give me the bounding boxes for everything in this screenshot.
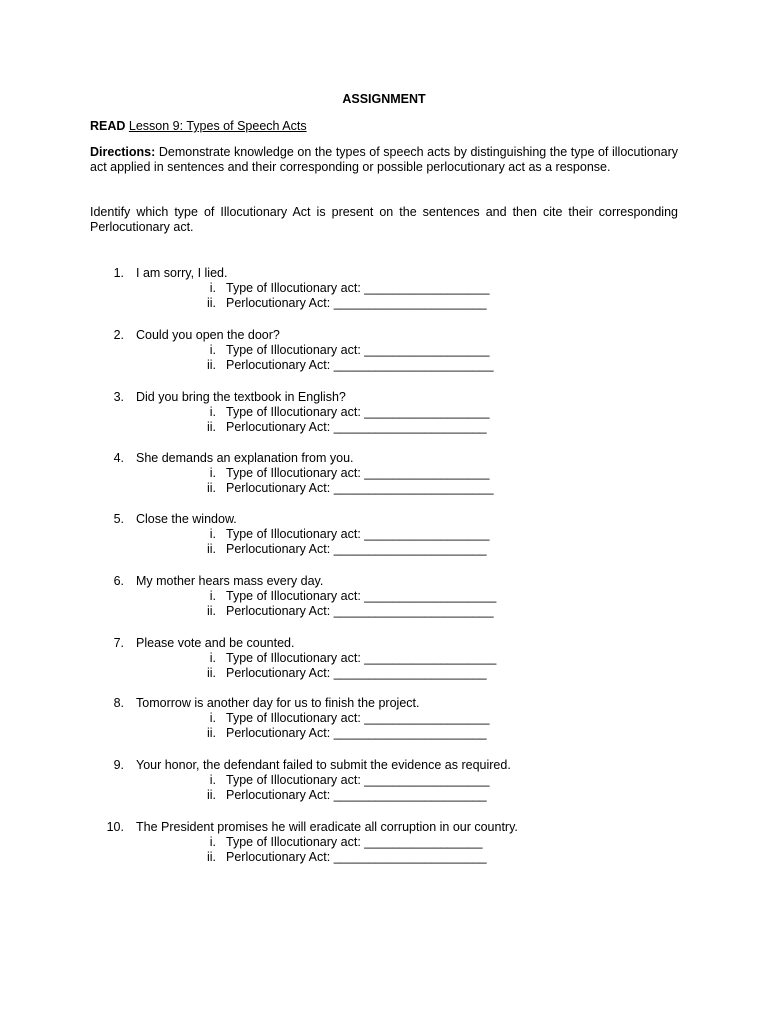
sub-item-number: i. (209, 773, 216, 787)
illocutionary-blank: Type of Illocutionary act: _________________ (226, 835, 483, 849)
question-item (0, 574, 768, 620)
illocutionary-blank: Type of Illocutionary act: __________________ (226, 343, 490, 357)
question-number: 10. (106, 820, 124, 834)
perlocutionary-blank: Perlocutionary Act: _______________________ (226, 358, 494, 372)
question-item (0, 636, 768, 682)
sub-item-number: ii. (206, 481, 216, 495)
illocutionary-line (0, 711, 768, 726)
sub-item-number: i. (209, 466, 216, 480)
question-number: 8. (113, 696, 124, 710)
sub-item-number: i. (209, 527, 216, 541)
question-text: Please vote and be counted. (136, 636, 295, 650)
question-number: 2. (113, 328, 124, 342)
illocutionary-line (0, 466, 768, 481)
directions-text: Demonstrate knowledge on the types of speech acts by distinguishing the type of illocutionary act applied in sentences and their corresponding or possible perlocutionary act as a response. (90, 145, 678, 174)
question-number: 3. (113, 390, 124, 404)
read-label: READ (90, 119, 126, 133)
illocutionary-line (0, 773, 768, 788)
lesson-reference: Lesson 9: Types of Speech Acts (128, 119, 307, 133)
illocutionary-line (0, 651, 768, 666)
illocutionary-line (0, 405, 768, 420)
perlocutionary-line (0, 358, 768, 373)
perlocutionary-line (0, 542, 768, 557)
illocutionary-blank: Type of Illocutionary act: __________________ (226, 773, 490, 787)
perlocutionary-line (0, 420, 768, 435)
illocutionary-line (0, 527, 768, 542)
question-item (0, 696, 768, 742)
perlocutionary-blank: Perlocutionary Act: _______________________ (226, 481, 494, 495)
question-number: 7. (113, 636, 124, 650)
illocutionary-line (0, 281, 768, 296)
question-number: 4. (113, 451, 124, 465)
question-text: My mother hears mass every day. (136, 574, 324, 588)
sub-item-number: i. (209, 835, 216, 849)
question-text: The President promises he will eradicate all corruption in our country. (136, 820, 518, 834)
sub-item-number: ii. (206, 542, 216, 556)
perlocutionary-line (0, 604, 768, 619)
perlocutionary-line (0, 666, 768, 681)
question-item (0, 758, 768, 804)
read-instruction (90, 119, 307, 133)
illocutionary-line (0, 589, 768, 604)
perlocutionary-line (0, 296, 768, 311)
sub-item-number: i. (209, 405, 216, 419)
perlocutionary-blank: Perlocutionary Act: ______________________ (226, 666, 487, 680)
perlocutionary-line (0, 850, 768, 865)
perlocutionary-blank: Perlocutionary Act: ______________________ (226, 420, 487, 434)
illocutionary-line (0, 343, 768, 358)
sub-item-number: ii. (206, 296, 216, 310)
directions-paragraph (90, 145, 678, 175)
perlocutionary-line (0, 726, 768, 741)
illocutionary-blank: Type of Illocutionary act: __________________ (226, 527, 490, 541)
sub-item-number: ii. (206, 358, 216, 372)
perlocutionary-blank: Perlocutionary Act: ______________________ (226, 850, 487, 864)
illocutionary-blank: Type of Illocutionary act: __________________ (226, 466, 490, 480)
question-number: 6. (113, 574, 124, 588)
question-text: Close the window. (136, 512, 237, 526)
sub-item-number: i. (209, 343, 216, 357)
identify-paragraph: Identify which type of Illocutionary Act is present on the sentences and then cite their corresponding Perlocutionary act. (90, 205, 678, 234)
illocutionary-blank: Type of Illocutionary act: __________________ (226, 711, 490, 725)
question-item (0, 451, 768, 497)
sub-item-number: ii. (206, 420, 216, 434)
question-text: Your honor, the defendant failed to submit the evidence as required. (136, 758, 511, 772)
sub-item-number: ii. (206, 788, 216, 802)
sub-item-number: ii. (206, 726, 216, 740)
question-item (0, 266, 768, 312)
sub-item-number: i. (209, 651, 216, 665)
question-item (0, 512, 768, 558)
perlocutionary-line (0, 788, 768, 803)
sub-item-number: ii. (206, 666, 216, 680)
question-item (0, 390, 768, 436)
sub-item-number: i. (209, 711, 216, 725)
question-text: Could you open the door? (136, 328, 280, 342)
illocutionary-blank: Type of Illocutionary act: __________________ (226, 281, 490, 295)
page-title: ASSIGNMENT (342, 92, 426, 106)
question-item (0, 328, 768, 374)
illocutionary-blank: Type of Illocutionary act: ___________________ (226, 651, 497, 665)
question-number: 5. (113, 512, 124, 526)
sub-item-number: i. (209, 589, 216, 603)
directions-label: Directions: (90, 145, 156, 159)
perlocutionary-blank: Perlocutionary Act: ______________________ (226, 542, 487, 556)
illocutionary-blank: Type of Illocutionary act: ___________________ (226, 589, 497, 603)
perlocutionary-blank: Perlocutionary Act: ______________________ (226, 788, 487, 802)
question-text: I am sorry, I lied. (136, 266, 228, 280)
sub-item-number: ii. (206, 850, 216, 864)
sub-item-number: i. (209, 281, 216, 295)
perlocutionary-blank: Perlocutionary Act: ______________________ (226, 296, 487, 310)
question-text: Tomorrow is another day for us to finish the project. (136, 696, 420, 710)
question-text: Did you bring the textbook in English? (136, 390, 346, 404)
question-text: She demands an explanation from you. (136, 451, 354, 465)
perlocutionary-blank: Perlocutionary Act: _______________________ (226, 604, 494, 618)
sub-item-number: ii. (206, 604, 216, 618)
question-number: 1. (113, 266, 124, 280)
illocutionary-blank: Type of Illocutionary act: __________________ (226, 405, 490, 419)
question-number: 9. (113, 758, 124, 772)
perlocutionary-blank: Perlocutionary Act: ______________________ (226, 726, 487, 740)
perlocutionary-line (0, 481, 768, 496)
question-item (0, 820, 768, 866)
illocutionary-line (0, 835, 768, 850)
